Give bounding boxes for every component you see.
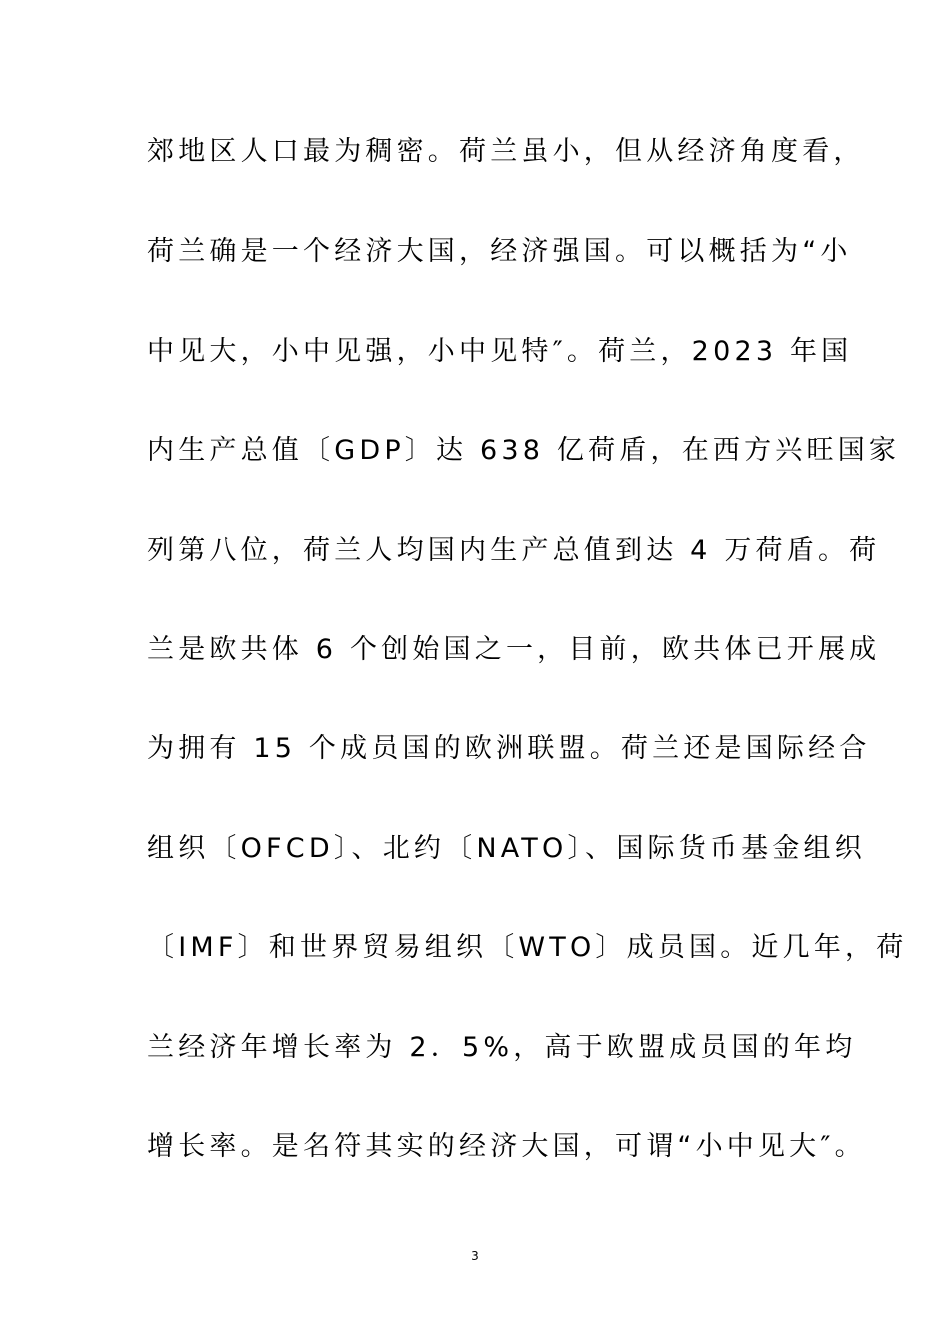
paragraph-line: 中见大，小中见强，小中见特″。荷兰，2023 年国 — [147, 336, 853, 367]
paragraph-line: 兰是欧共体 6 个创始国之一，目前，欧共体已开展成 — [147, 634, 881, 665]
paragraph-line: 内生产总值〔GDP〕达 638 亿荷盾，在西方兴旺国家 — [147, 435, 901, 466]
paragraph-line: 增长率。是名符其实的经济大国，可谓“小中见大″。 — [147, 1131, 866, 1162]
page-number: 3 — [471, 1249, 479, 1263]
paragraph-line: 兰经济年增长率为 2．5%，高于欧盟成员国的年均 — [147, 1032, 857, 1063]
paragraph-line: 〔IMF〕和世界贸易组织〔WTO〕成员国。近几年，荷 — [147, 932, 908, 963]
paragraph-line: 荷兰确是一个经济大国，经济强国。可以概括为“小 — [147, 236, 852, 267]
paragraph-line: 为拥有 15 个成员国的欧洲联盟。荷兰还是国际经合 — [147, 733, 871, 764]
paragraph-line: 组织〔OFCD〕、北约〔NATO〕、国际货币基金组织 — [147, 833, 866, 864]
paragraph-line: 郊地区人口最为稠密。荷兰虽小，但从经济角度看， — [147, 136, 865, 167]
paragraph-line: 列第八位，荷兰人均国内生产总值到达 4 万荷盾。荷 — [147, 535, 881, 566]
